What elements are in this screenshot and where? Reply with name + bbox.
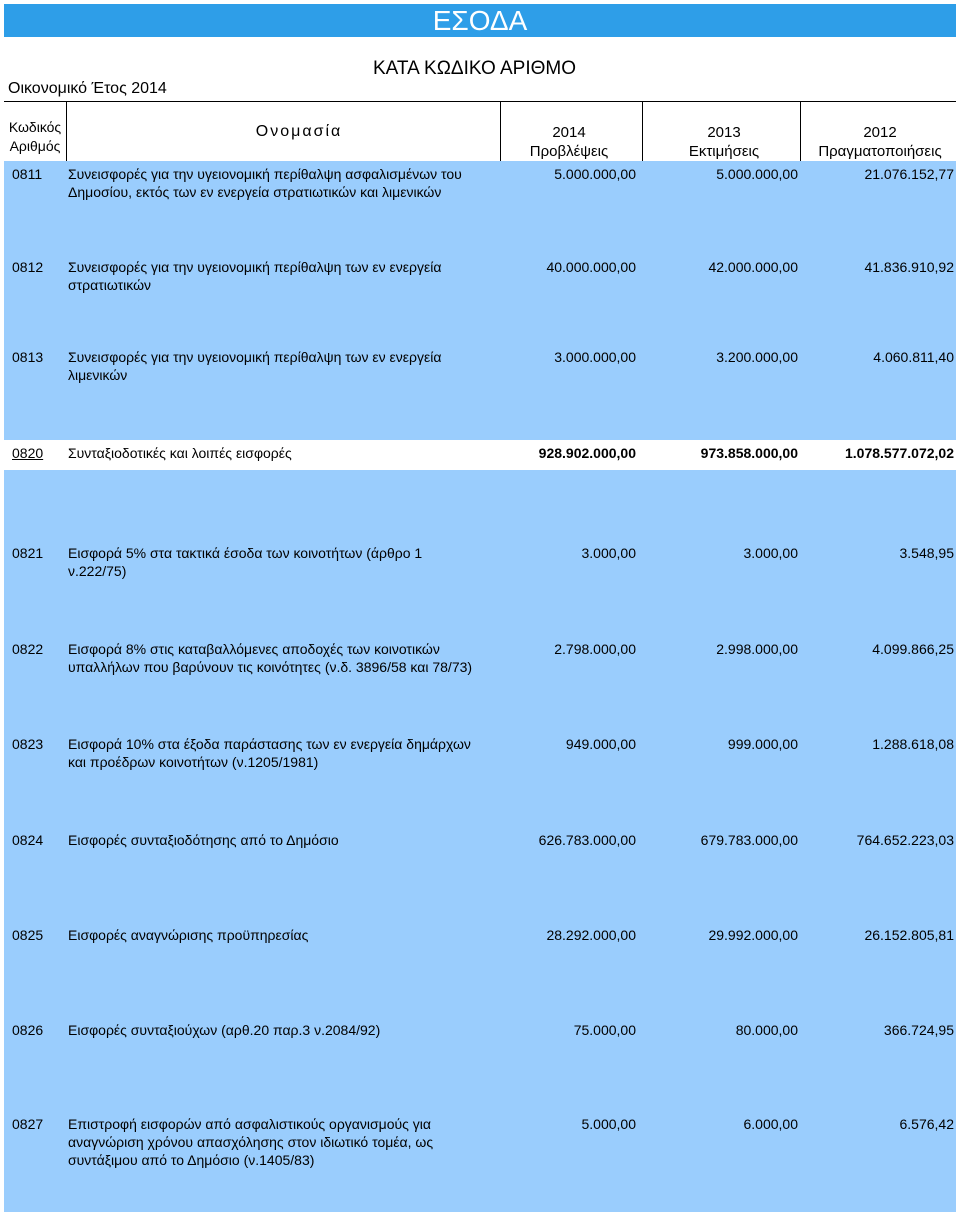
row-code: 0822 xyxy=(12,641,44,657)
row-value-2013: 3.000,00 xyxy=(743,545,798,561)
row-code: 0825 xyxy=(12,927,44,943)
row-code: 0820 xyxy=(12,445,44,461)
row-value-2012: 366.724,95 xyxy=(883,1022,954,1038)
row-fill xyxy=(4,202,956,254)
row-description: Επιστροφή εισφορών από ασφαλιστικούς οργανισμούς για αναγνώριση χρόνου απασχόλησης στον ιδιωτικό τομέα, ως συντάξιμου από το Δημόσιο (ν.1405/83) xyxy=(68,1116,434,1168)
header-2012: 2012 Πραγματοποιήσεις xyxy=(818,124,942,160)
row-code: 0824 xyxy=(12,832,44,848)
row-value-2014: 28.292.000,00 xyxy=(546,927,636,943)
row-value-2013: 973.858.000,00 xyxy=(700,445,798,461)
row-value-2013: 999.000,00 xyxy=(727,736,798,752)
row-value-2012: 4.099.866,25 xyxy=(872,641,954,657)
row-description: Εισφορές αναγνώρισης προϋπηρεσίας xyxy=(68,927,309,943)
row-value-2014: 2.798.000,00 xyxy=(554,641,636,657)
row-value-2014: 5.000,00 xyxy=(581,1116,636,1132)
row-fill xyxy=(4,696,956,731)
row-value-2014: 40.000.000,00 xyxy=(546,259,636,275)
row-fill xyxy=(4,1047,956,1111)
header-2014: 2014 Προβλέψεις xyxy=(529,124,609,160)
row-fill xyxy=(4,385,956,440)
row-value-2013: 42.000.000,00 xyxy=(708,259,798,275)
row-value-2012: 26.152.805,81 xyxy=(864,927,954,943)
table-row xyxy=(4,731,956,772)
row-value-2014: 3.000.000,00 xyxy=(554,349,636,365)
row-description: Εισφορά 5% στα τακτικά έσοδα των κοινοτήτων (άρθρο 1 ν.222/75) xyxy=(68,545,423,579)
row-code: 0827 xyxy=(12,1116,44,1132)
row-description: Συνταξιοδοτικές και λοιπές εισφορές xyxy=(68,445,292,461)
row-description: Συνεισφορές για την υγειονομική περίθαλψη των εν ενεργεία λιμενικών xyxy=(68,349,442,383)
row-description: Εισφορές συνταξιοδότησης από το Δημόσιο xyxy=(68,832,339,848)
table-row xyxy=(4,344,956,385)
row-value-2014: 3.000,00 xyxy=(581,545,636,561)
row-value-2013: 6.000,00 xyxy=(743,1116,798,1132)
row-fill xyxy=(4,294,956,344)
page-subtitle: ΚΑΤΑ ΚΩΔΙΚΟ ΑΡΙΘΜΟ xyxy=(373,58,576,79)
row-value-2012: 21.076.152,77 xyxy=(864,166,954,182)
fiscal-year-label: Οικονομικό Έτος 2014 xyxy=(8,80,167,97)
row-value-2013: 679.783.000,00 xyxy=(700,832,798,848)
table-row xyxy=(4,1017,956,1047)
table-row xyxy=(4,1111,956,1212)
table-row xyxy=(4,636,956,696)
row-value-2014: 75.000,00 xyxy=(573,1022,636,1038)
row-value-2014: 949.000,00 xyxy=(565,736,636,752)
table-row xyxy=(4,254,956,294)
row-value-2012: 764.652.223,03 xyxy=(856,832,954,848)
row-value-2013: 5.000.000,00 xyxy=(716,166,798,182)
row-fill xyxy=(4,772,956,827)
header-divider xyxy=(642,102,643,162)
row-value-2012: 1.288.618,08 xyxy=(872,736,954,752)
row-code: 0826 xyxy=(12,1022,44,1038)
row-value-2012: 41.836.910,92 xyxy=(864,259,954,275)
table-row xyxy=(4,827,956,857)
row-value-2014: 928.902.000,00 xyxy=(538,445,636,461)
table-header xyxy=(4,101,956,163)
row-code: 0813 xyxy=(12,349,44,365)
row-code: 0811 xyxy=(12,166,43,182)
table-row xyxy=(4,540,956,581)
row-description: Συνεισφορές για την υγειονομική περίθαλψη ασφαλισμένων του Δημοσίου, εκτός των εν ενεργεία στρατιωτικών και λιμενικών xyxy=(68,166,462,200)
row-code: 0812 xyxy=(12,259,44,275)
row-code: 0823 xyxy=(12,736,44,752)
row-description: Εισφορά 10% στα έξοδα παράστασης των εν ενεργεία δημάρχων και προέδρων κοινοτήτων (ν.1205/1981) xyxy=(68,736,471,770)
row-description: Εισφορά 8% στις καταβαλλόμενες αποδοχές των κοινοτικών υπαλλήλων που βαρύνουν τις κοινότητες (ν.δ. 3896/58 και 78/73) xyxy=(68,641,473,675)
row-value-2014: 5.000.000,00 xyxy=(554,166,636,182)
row-description: Συνεισφορές για την υγειονομική περίθαλψη των εν ενεργεία στρατιωτικών xyxy=(68,259,442,293)
row-fill xyxy=(4,581,956,636)
row-value-2012: 3.548,95 xyxy=(899,545,954,561)
row-value-2013: 29.992.000,00 xyxy=(708,927,798,943)
row-fill xyxy=(4,857,956,922)
row-value-2013: 80.000,00 xyxy=(735,1022,798,1038)
row-fill xyxy=(4,470,956,540)
row-value-2012: 4.060.811,40 xyxy=(873,349,954,365)
row-value-2014: 626.783.000,00 xyxy=(538,832,636,848)
table-row xyxy=(4,161,956,202)
header-divider xyxy=(66,102,67,162)
header-divider xyxy=(800,102,801,162)
row-value-2013: 2.998.000,00 xyxy=(716,641,798,657)
row-code: 0821 xyxy=(12,545,44,561)
table-row xyxy=(4,922,956,952)
header-name: Ονομασία xyxy=(255,123,343,140)
header-2013: 2013 Εκτιμήσεις xyxy=(688,124,760,160)
row-description: Εισφορές συνταξιούχων (αρθ.20 παρ.3 ν.2084/92) xyxy=(68,1022,381,1038)
row-value-2012: 1.078.577.072,02 xyxy=(845,445,954,461)
row-value-2012: 6.576,42 xyxy=(899,1116,954,1132)
row-value-2013: 3.200.000,00 xyxy=(716,349,798,365)
table-row xyxy=(4,440,956,470)
row-fill xyxy=(4,952,956,1017)
header-code: Κωδικός Αριθμός xyxy=(8,119,62,154)
page-title: ΕΣΟΔΑ xyxy=(4,4,956,37)
